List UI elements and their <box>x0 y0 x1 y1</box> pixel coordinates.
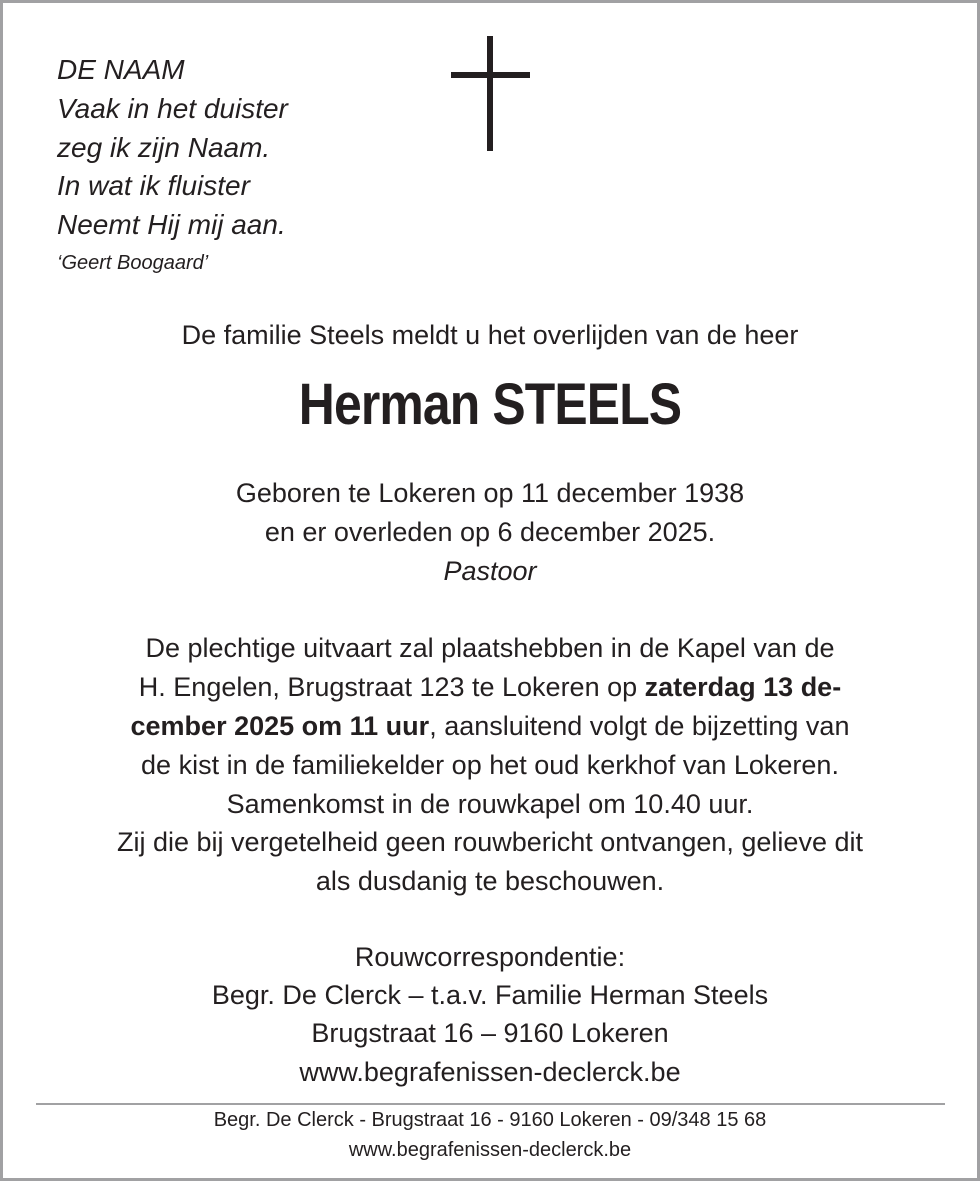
poem-line: Neemt Hij mij aan. <box>57 209 286 241</box>
funeral-line <box>0 707 980 746</box>
funeral-text: H. Engelen, Brugstraat 123 te Lokeren op <box>138 672 645 702</box>
correspondence-website[interactable]: www.begrafenissen-declerck.be <box>299 1057 681 1087</box>
cross-vertical <box>487 36 493 151</box>
funeral-line: De plechtige uitvaart zal plaatshebben in de Kapel van de <box>145 633 835 663</box>
poem-line: Vaak in het duister <box>57 92 288 124</box>
poem-line: zeg ik zijn Naam. <box>57 131 271 163</box>
funeral-line: als dusdanig te beschouwen. <box>315 866 665 896</box>
intro-text: De familie Steels meldt u het overlijden van de heer <box>181 320 799 350</box>
death-line: en er overleden op 6 december 2025. <box>264 517 716 547</box>
poem-line: In wat ik fluister <box>57 170 250 202</box>
funeral-date: cember 2025 om 11 uur <box>130 711 430 741</box>
funeral-date: zaterdag 13 de- <box>644 672 842 702</box>
footer-website[interactable]: www.begrafenissen-declerck.be <box>348 1139 632 1161</box>
correspondence-label: Rouwcorrespondentie: <box>354 942 626 972</box>
funeral-text: , aansluitend volgt de bijzetting van <box>429 711 850 741</box>
funeral-line: de kist in de familiekelder op het oud kerkhof van Lokeren. <box>141 750 839 780</box>
deceased-name: Herman STEELS <box>298 372 682 437</box>
birth-line: Geboren te Lokeren op 11 december 1938 <box>235 478 745 508</box>
funeral-line: Samenkomst in de rouwkapel om 10.40 uur. <box>226 789 754 819</box>
title-line: Pastoor <box>443 556 537 586</box>
funeral-line <box>0 668 980 707</box>
footer-contact: Begr. De Clerck - Brugstraat 16 - 9160 Lokeren - 09/348 15 68 <box>213 1109 767 1131</box>
poem-title: DE NAAM <box>57 54 185 85</box>
cross-horizontal <box>451 72 530 78</box>
poem <box>57 51 288 281</box>
poem-attribution: ‘Geert Boogaard’ <box>57 251 209 274</box>
funeral-line: Zij die bij vergetelheid geen rouwbericht ontvangen, gelieve dit <box>117 827 863 857</box>
correspondence-address: Brugstraat 16 – 9160 Lokeren <box>311 1018 669 1048</box>
correspondence-to: Begr. De Clerck – t.a.v. Familie Herman Steels <box>211 980 769 1010</box>
